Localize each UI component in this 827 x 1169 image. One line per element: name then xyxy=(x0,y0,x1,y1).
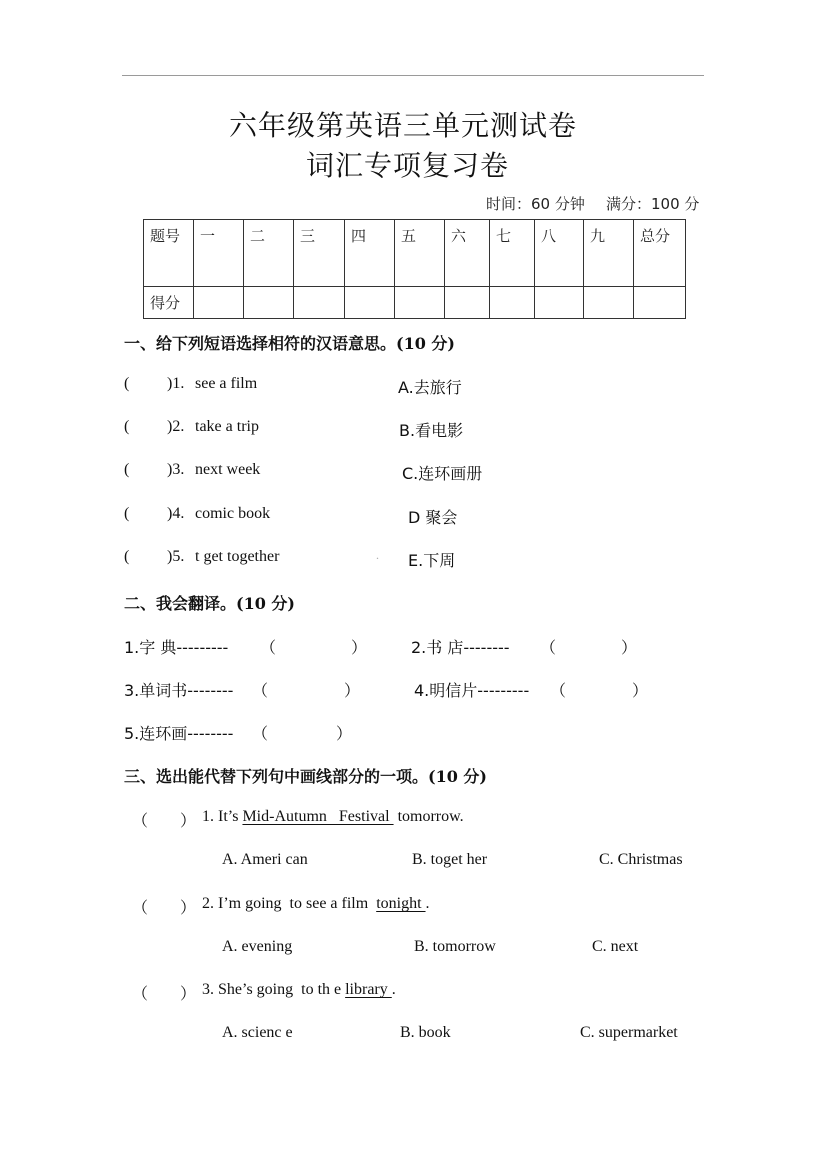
sentence-text: 1. It’s xyxy=(202,808,243,825)
score-cell[interactable] xyxy=(395,286,445,318)
table-cell: 题号 xyxy=(144,220,194,287)
score-cell[interactable] xyxy=(194,286,244,318)
translate-item: 3.单词书-------- xyxy=(124,681,234,700)
option: B.看电影 xyxy=(399,421,464,440)
phrase: t get together xyxy=(195,548,280,565)
score-cell[interactable] xyxy=(490,286,535,318)
section3-heading: 三、选出能代替下列句中画线部分的一项。(10 分) xyxy=(124,767,487,786)
sentence-text: 2. I’m going to see a film xyxy=(202,895,377,912)
table-cell: 总分 xyxy=(634,220,686,287)
phrase: next week xyxy=(195,461,261,478)
score-cell[interactable] xyxy=(584,286,634,318)
score-cell[interactable] xyxy=(535,286,584,318)
question-number: )4. xyxy=(167,505,185,522)
table-cell: 五 xyxy=(395,220,445,287)
underlined-phrase: library xyxy=(345,981,392,998)
answer-close-paren: ） xyxy=(632,681,649,700)
question-sentence xyxy=(202,895,430,913)
sentence-text: . xyxy=(425,895,430,912)
option: C.连环画册 xyxy=(402,464,483,483)
choice-c: C. supermarket xyxy=(580,1024,678,1041)
table-cell: 二 xyxy=(244,220,294,287)
phrase: take a trip xyxy=(195,418,259,435)
table-cell: 三 xyxy=(294,220,345,287)
score-cell[interactable] xyxy=(345,286,395,318)
table-cell: 得分 xyxy=(144,286,194,318)
underlined-phrase: Mid-Autumn Festival xyxy=(242,808,394,825)
sentence-text: . xyxy=(391,981,396,998)
option: D 聚会 xyxy=(408,508,458,527)
sentence-text: 3. She’s going to th e xyxy=(202,981,346,998)
translate-item: 5.连环画-------- xyxy=(124,724,234,743)
underlined-phrase: tonight xyxy=(376,895,426,912)
table-cell: 九 xyxy=(584,220,634,287)
phrase: comic book xyxy=(195,505,271,522)
page-subtitle: 词汇专项复习卷 xyxy=(306,149,510,182)
answer-open-paren: （ xyxy=(550,681,567,700)
score-table-score-row xyxy=(144,286,686,318)
answer-open-paren: （ xyxy=(252,681,269,700)
translate-item: 4.明信片--------- xyxy=(414,681,530,700)
table-cell: 一 xyxy=(194,220,244,287)
question-number: )2. xyxy=(167,418,185,435)
answer-open-paren: （ xyxy=(260,638,277,657)
answer-paren: （ ） xyxy=(132,986,197,1003)
answer-paren: ( xyxy=(124,548,130,565)
answer-paren: ( xyxy=(124,461,130,478)
table-cell: 六 xyxy=(445,220,490,287)
exam-time: 时间：60 分钟 xyxy=(486,195,585,213)
sentence-text: tomorrow. xyxy=(393,808,464,825)
choice-a: A. scienc e xyxy=(222,1024,293,1041)
choice-b: B. toget her xyxy=(412,851,488,868)
phrase: see a film xyxy=(195,375,258,392)
section2-heading: 二、我会翻译。(10 分) xyxy=(124,594,295,613)
score-cell[interactable] xyxy=(445,286,490,318)
table-cell: 七 xyxy=(490,220,535,287)
answer-paren: ( xyxy=(124,375,130,392)
answer-close-paren: ） xyxy=(351,638,368,657)
choice-b: B. book xyxy=(400,1024,451,1041)
question-number: )1. xyxy=(167,375,185,392)
section1-heading: 一、给下列短语选择相符的汉语意思。(10 分) xyxy=(124,334,455,353)
answer-paren: （ ） xyxy=(132,900,197,917)
answer-close-paren: ） xyxy=(344,681,361,700)
table-cell: 四 xyxy=(345,220,395,287)
choice-b: B. tomorrow xyxy=(414,938,496,955)
question-number: )5. xyxy=(167,548,185,565)
option: E.下周 xyxy=(408,551,456,570)
answer-paren: （ ） xyxy=(132,813,197,830)
score-table xyxy=(143,219,686,319)
score-cell[interactable] xyxy=(244,286,294,318)
choice-a: A. evening xyxy=(222,938,293,955)
answer-close-paren: ） xyxy=(336,724,353,743)
choice-c: C. next xyxy=(592,938,639,955)
answer-paren: ( xyxy=(124,505,130,522)
choice-a: A. Ameri can xyxy=(222,851,308,868)
question-sentence xyxy=(202,808,464,826)
choice-c: C. Christmas xyxy=(599,851,683,868)
translate-item: 1.字 典--------- xyxy=(124,638,229,657)
top-rule xyxy=(122,75,704,76)
score-cell[interactable] xyxy=(634,286,686,318)
stray-mark: . xyxy=(376,548,379,562)
option: A.去旅行 xyxy=(398,378,462,397)
full-score: 满分：100 分 xyxy=(606,195,700,213)
answer-open-paren: （ xyxy=(252,724,269,743)
question-number: )3. xyxy=(167,461,185,478)
answer-paren: ( xyxy=(124,418,130,435)
table-cell: 八 xyxy=(535,220,584,287)
score-table-header-row xyxy=(144,220,686,287)
answer-close-paren: ） xyxy=(621,638,638,657)
translate-item: 2.书 店-------- xyxy=(411,638,510,657)
answer-open-paren: （ xyxy=(540,638,557,657)
page-title: 六年级第英语三单元测试卷 xyxy=(229,109,578,142)
question-sentence xyxy=(202,981,396,999)
score-cell[interactable] xyxy=(294,286,345,318)
